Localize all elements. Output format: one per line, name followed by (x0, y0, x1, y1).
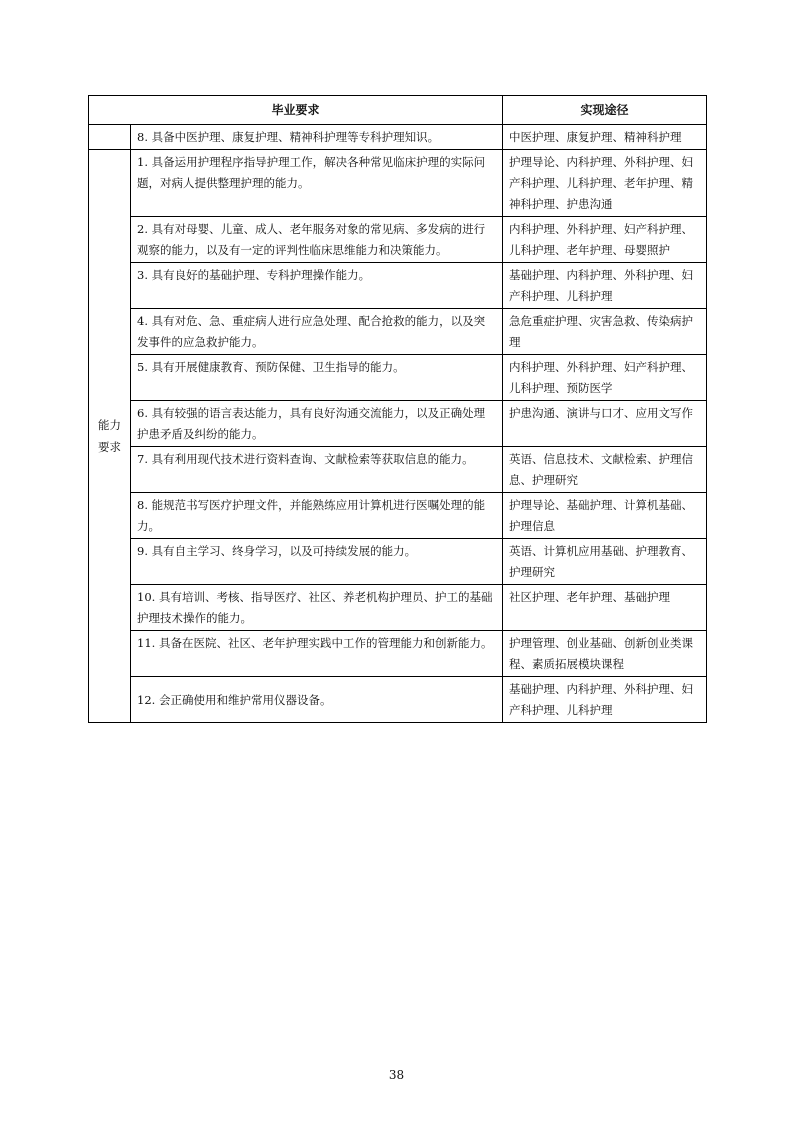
table-row (89, 631, 707, 677)
requirement-cell: 7. 具有利用现代技术进行资料查询、文献检索等获取信息的能力。 (131, 447, 503, 493)
table-row (89, 539, 707, 585)
requirement-cell: 3. 具有良好的基础护理、专科护理操作能力。 (131, 263, 503, 309)
pathway-cell: 基础护理、内科护理、外科护理、妇产科护理、儿科护理 (503, 677, 707, 723)
table-row (89, 150, 707, 217)
table-row (89, 355, 707, 401)
table-row (89, 585, 707, 631)
pathway-cell: 内科护理、外科护理、妇产科护理、儿科护理、预防医学 (503, 355, 707, 401)
category-cell-knowledge (89, 125, 131, 150)
table-row (89, 217, 707, 263)
requirement-cell: 5. 具有开展健康教育、预防保健、卫生指导的能力。 (131, 355, 503, 401)
pathway-cell: 基础护理、内科护理、外科护理、妇产科护理、儿科护理 (503, 263, 707, 309)
category-label-line2: 要求 (98, 440, 121, 454)
pathway-cell: 护理导论、内科护理、外科护理、妇产科护理、儿科护理、老年护理、精神科护理、护患沟通 (503, 150, 707, 217)
requirement-cell: 4. 具有对危、急、重症病人进行应急处理、配合抢救的能力，以及突发事件的应急救护能力。 (131, 309, 503, 355)
category-label-line1: 能力 (98, 418, 121, 432)
requirement-cell: 9. 具有自主学习、终身学习，以及可持续发展的能力。 (131, 539, 503, 585)
requirement-cell: 2. 具有对母婴、儿童、成人、老年服务对象的常见病、多发病的进行观察的能力，以及有一定的评判性临床思维能力和决策能力。 (131, 217, 503, 263)
header-requirement: 毕业要求 (89, 96, 503, 125)
requirement-cell: 8. 能规范书写医疗护理文件，并能熟练应用计算机进行医嘱处理的能力。 (131, 493, 503, 539)
requirement-cell: 11. 具备在医院、社区、老年护理实践中工作的管理能力和创新能力。 (131, 631, 503, 677)
table-header-row (89, 96, 707, 125)
pathway-cell: 中医护理、康复护理、精神科护理 (503, 125, 707, 150)
pathway-cell: 内科护理、外科护理、妇产科护理、儿科护理、老年护理、母婴照护 (503, 217, 707, 263)
graduation-requirements-table (88, 95, 707, 723)
pathway-cell: 英语、计算机应用基础、护理教育、护理研究 (503, 539, 707, 585)
pathway-cell: 英语、信息技术、文献检索、护理信息、护理研究 (503, 447, 707, 493)
requirement-cell: 10. 具有培训、考核、指导医疗、社区、养老机构护理员、护工的基础护理技术操作的能力。 (131, 585, 503, 631)
table-row (89, 125, 707, 150)
requirement-cell: 6. 具有较强的语言表达能力，具有良好沟通交流能力，以及正确处理护患矛盾及纠纷的能力。 (131, 401, 503, 447)
pathway-cell: 护理管理、创业基础、创新创业类课程、素质拓展模块课程 (503, 631, 707, 677)
header-pathway: 实现途径 (503, 96, 707, 125)
table-row (89, 493, 707, 539)
pathway-cell: 社区护理、老年护理、基础护理 (503, 585, 707, 631)
table-row (89, 401, 707, 447)
table-row (89, 309, 707, 355)
table-row (89, 677, 707, 723)
category-cell-ability (89, 150, 131, 723)
requirement-cell: 12. 会正确使用和维护常用仪器设备。 (131, 677, 503, 723)
requirement-cell: 1. 具备运用护理程序指导护理工作，解决各种常见临床护理的实际问题，对病人提供整理护理的能力。 (131, 150, 503, 217)
table-row (89, 263, 707, 309)
page-number: 38 (388, 1068, 405, 1082)
requirement-cell: 8. 具备中医护理、康复护理、精神科护理等专科护理知识。 (131, 125, 503, 150)
pathway-cell: 护理导论、基础护理、计算机基础、护理信息 (503, 493, 707, 539)
pathway-cell: 急危重症护理、灾害急救、传染病护理 (503, 309, 707, 355)
pathway-cell: 护患沟通、演讲与口才、应用文写作 (503, 401, 707, 447)
table-row (89, 447, 707, 493)
